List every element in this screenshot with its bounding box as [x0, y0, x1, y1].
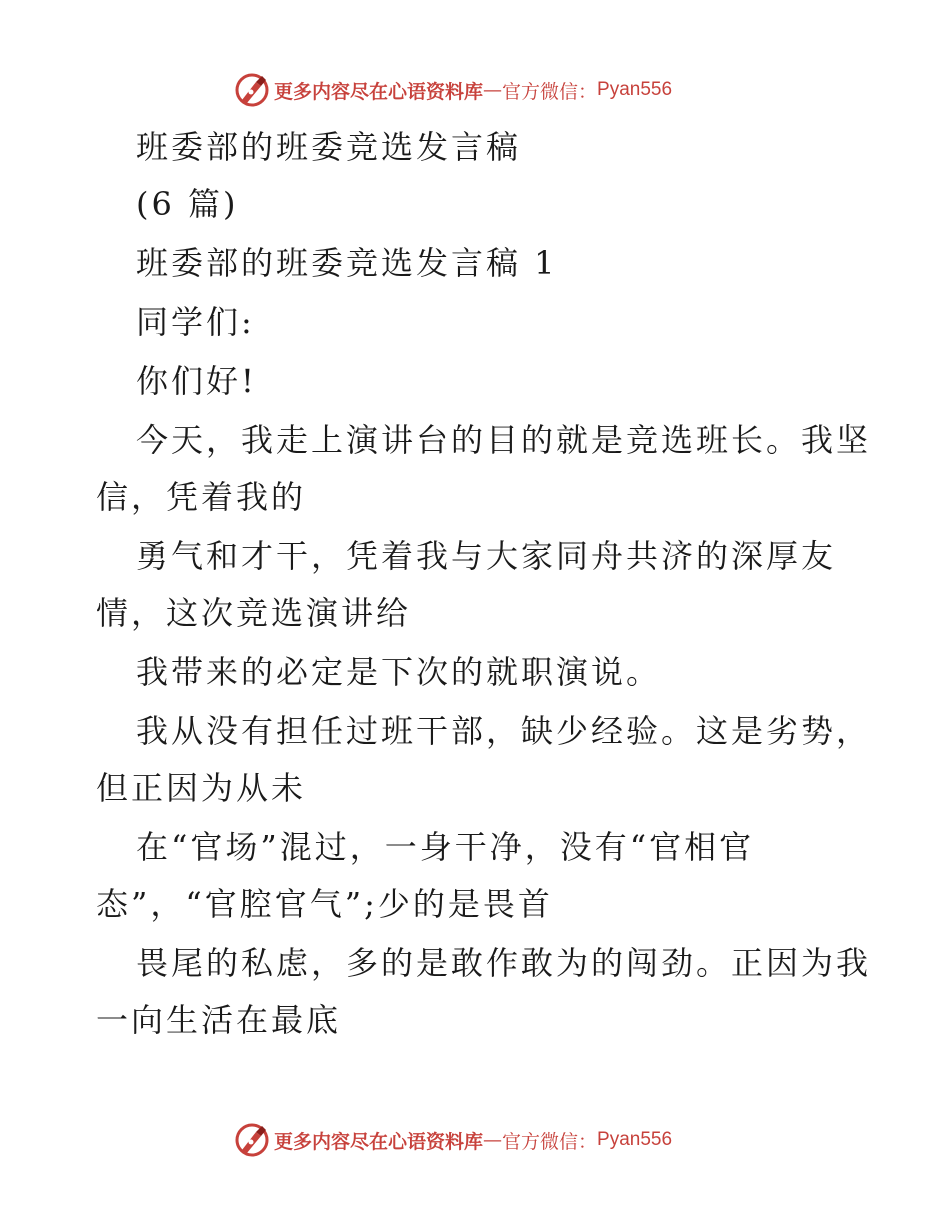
paragraph-line: 态”，“官腔官气”;少的是畏首 — [96, 885, 553, 923]
banner-wechat-id: Pyan556 — [597, 79, 673, 100]
paragraph-line: 畏尾的私虑，多的是敢作敢为的闯劲。正因为我 — [136, 944, 872, 982]
banner-wechat-label: 官方微信： — [502, 1130, 598, 1153]
banner-dash: — — [483, 1129, 503, 1151]
header-banner — [234, 71, 672, 109]
doc-title: 班委部的班委竞选发言稿 — [136, 128, 522, 166]
banner-dash: — — [483, 79, 503, 101]
banner-wechat-id: Pyan556 — [597, 1129, 673, 1150]
pen-logo-icon — [234, 72, 270, 108]
banner-wechat-label: 官方微信： — [502, 80, 598, 103]
paragraph-line: 但正因为从未 — [96, 769, 307, 807]
paragraph-line: 情，这次竞选演讲给 — [96, 594, 412, 632]
paragraph-line: 勇气和才干，凭着我与大家同舟共济的深厚友 — [136, 537, 837, 575]
paragraph-line: 在“官场”混过，一身干净，没有“官相官 — [136, 828, 755, 866]
banner-title: 更多内容尽在心语资料库 — [274, 1130, 484, 1153]
paragraph-line: 信，凭着我的 — [96, 478, 307, 516]
section-heading: 班委部的班委竞选发言稿 1 — [136, 244, 558, 282]
paragraph-line: 我从没有担任过班干部，缺少经验。这是劣势， — [136, 712, 872, 750]
paragraph-line: 今天，我走上演讲台的目的就是竞选班长。我坚 — [136, 421, 872, 459]
banner-title: 更多内容尽在心语资料库 — [274, 80, 484, 103]
footer-banner — [234, 1121, 672, 1159]
paragraph-line: 我带来的必定是下次的就职演说。 — [136, 653, 662, 691]
paragraph-line: 你们好! — [136, 362, 257, 400]
paragraph-line: 同学们: — [136, 303, 255, 341]
pen-logo-icon — [234, 1122, 270, 1158]
doc-subtitle: (6 篇) — [136, 185, 239, 223]
paragraph-line: 一向生活在最底 — [96, 1001, 342, 1039]
